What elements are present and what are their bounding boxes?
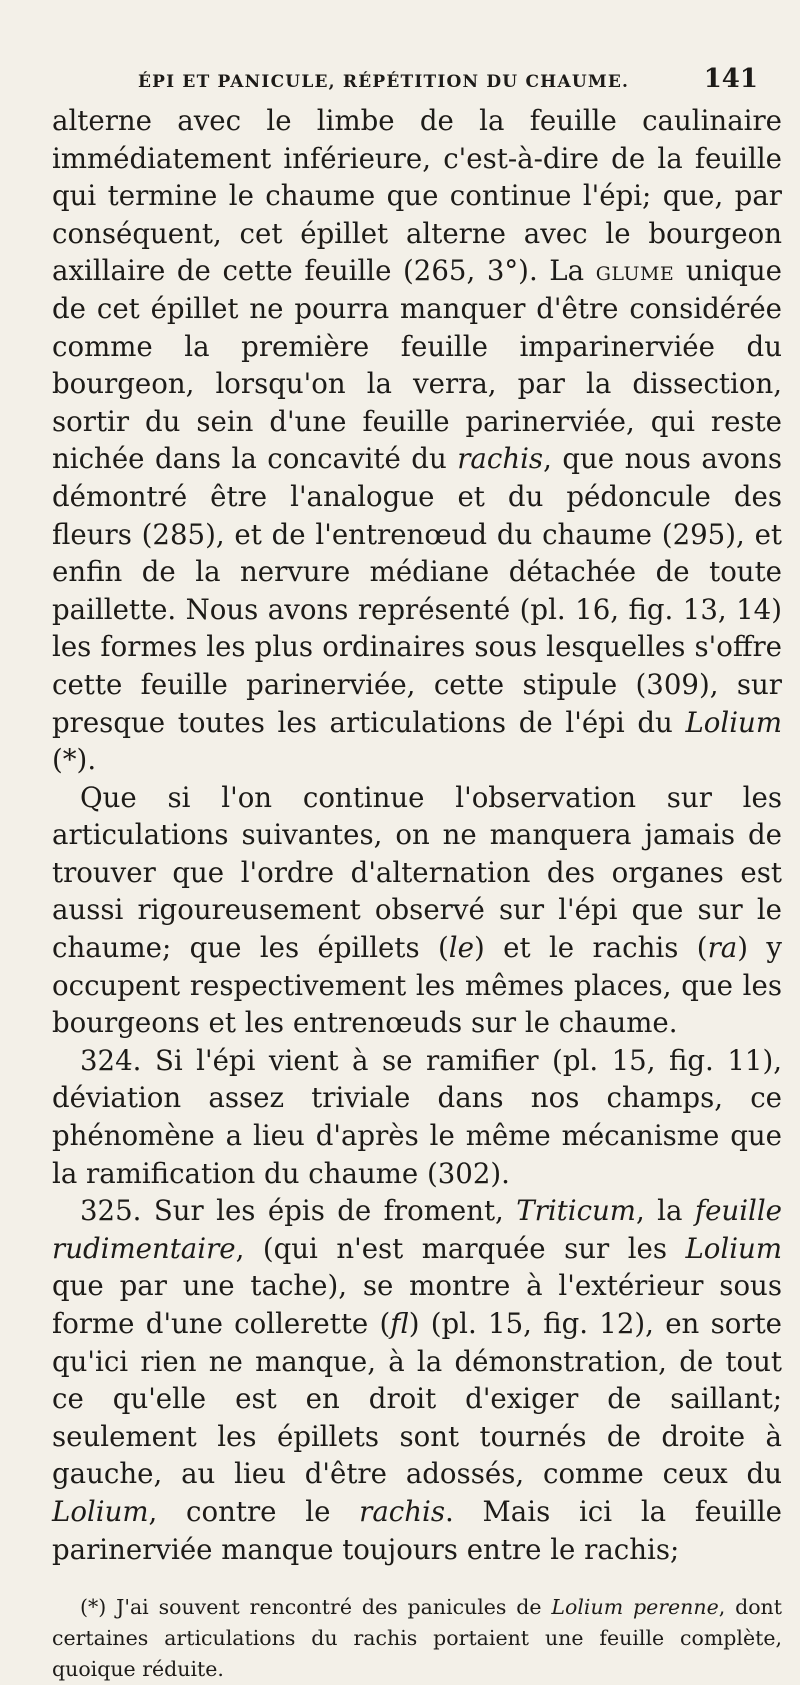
footnote-text: (*) J'ai souvent rencontré des panicules de Lolium perenne, dont certaines articulations du rachis portaient une feuille complète, quoique réduite.: [52, 1595, 782, 1682]
running-head: [138, 64, 782, 94]
page-number: 141: [703, 64, 758, 94]
paragraph: alterne avec le limbe de la feuille caulinaire immédiatement inférieure, c'est-à-dire de la feuille qui termine le chaume que continue l'épi; que, par conséquent, cet épillet alterne avec le bourgeon axillaire de cette feuille (265, 3°). La glume unique de cet épillet ne pourra manquer d'être considérée comme la première feuille imparinerviée du bourgeon, lorsqu'on la verra, par la dissection, sortir du sein d'une feuille parinerviée, qui reste nichée dans la concavité du rachis, que nous avons démontré être l'analogue et du pédoncule des fleurs (285), et de l'entrenœud du chaume (295), et enfin de la nervure médiane détachée de toute paillette. Nous avons représenté (pl. 16, fig. 13, 14) les formes les plus ordinaires sous lesquelles s'offre cette feuille parinerviée, cette stipule (309), sur presque toutes les articulations de l'épi du Lolium (*).: [52, 104, 783, 777]
paragraph: 324. Si l'épi vient à se ramifier (pl. 15, fig. 11), déviation assez triviale dans nos champs, ce phénomène a lieu d'après le même mécanisme que la ramification du chaume (302).: [52, 1043, 782, 1190]
paragraph: Que si l'on continue l'observation sur les articulations suivantes, on ne manquera jamais de trouver que l'ordre d'alternation des organes est aussi rigoureusement observé sur l'épi que sur le chaume; que les épillets (le) et le rachis (ra) y occupent respectivement les mêmes places, que les bourgeons et les entrenœuds sur le chaume.: [52, 780, 782, 1040]
main-text: [52, 102, 782, 1568]
paragraph: 325. Sur les épis de froment, Triticum, la feuille rudimentaire, (qui n'est marquée sur les Lolium que par une tache), se montre à l'extérieur sous forme d'une collerette (fl) (pl. 15, fig. 12), en sorte qu'ici rien ne manque, à la démonstration, de tout ce qu'elle est en droit d'exiger de saillant; seulement les épillets sont tournés de droite à gauche, au lieu d'être adossés, comme ceux du Lolium, contre le rachis. Mais ici la feuille parinerviée manque toujours entre le rachis;: [52, 1194, 782, 1566]
footnote: [52, 1592, 782, 1685]
running-head-title: ÉPI ET PANICULE, RÉPÉTITION DU CHAUME.: [138, 72, 630, 92]
